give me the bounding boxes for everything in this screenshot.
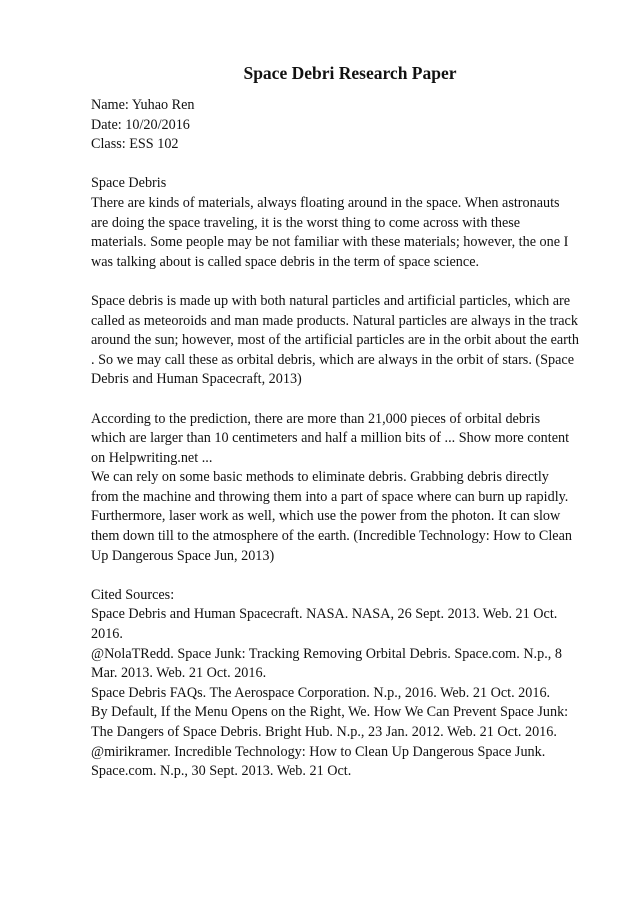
class-line: Class: ESS 102 [91,136,179,153]
citation-line: Space Debris FAQs. The Aerospace Corporation. N.p., 2016. Web. 21 Oct. 2016. [91,684,551,701]
document-body [91,60,601,801]
paragraph-line: from the machine and throwing them into a part of space where can burn up rapidly. [91,488,569,505]
paragraph-line: Furthermore, laser work as well, which use the power from the photon. It can slow [91,508,561,525]
paragraph-line: are doing the space traveling, it is the worst thing to come across with these [91,214,521,231]
paragraph-intro [91,174,601,272]
paragraph-line: them down till to the atmosphere of the earth. (Incredible Technology: How to Clean [91,528,572,545]
paragraph-line: We can rely on some basic methods to eliminate debris. Grabbing debris directly [91,469,549,486]
cited-sources [91,586,601,782]
citation-line: @NolaTRedd. Space Junk: Tracking Removing Orbital Debris. Space.com. N.p., 8 [91,645,562,662]
paragraph-composition [91,292,601,390]
citation-line: @mirikramer. Incredible Technology: How to Clean Up Dangerous Space Junk. [91,743,546,760]
paragraph-line: There are kinds of materials, always floating around in the space. When astronauts [91,194,560,211]
citation-line: Space Debris and Human Spacecraft. NASA. NASA, 26 Sept. 2013. Web. 21 Oct. [91,606,558,623]
cited-sources-heading: Cited Sources: [91,586,175,603]
paragraph-line: . So we may call these as orbital debris, which are always in the orbit of stars. (Space [91,351,575,368]
show-more-line: on Helpwriting.net ... [91,449,213,466]
paragraph-line: called as meteoroids and man made products. Natural particles are always in the track [91,312,578,329]
date-line: Date: 10/20/2016 [91,116,190,133]
section-heading: Space Debris [91,175,167,192]
citation-line: Space.com. N.p., 30 Sept. 2013. Web. 21 Oct. [91,763,352,780]
paragraph-line: Debris and Human Spacecraft, 2013) [91,371,302,388]
header-block [91,96,601,155]
document-title: Space Debri Research Paper [243,63,457,83]
paragraph-line: which are larger than 10 centimeters and half a million bits of ... Show more content [91,430,570,447]
paragraph-methods [91,410,601,567]
paragraph-line: materials. Some people may be not familiar with these materials; however, the one I [91,234,569,251]
paragraph-line: According to the prediction, there are more than 21,000 pieces of orbital debris [91,410,541,427]
paragraph-line: Space debris is made up with both natural particles and artificial particles, which are [91,292,571,309]
citation-line: The Dangers of Space Debris. Bright Hub. N.p., 23 Jan. 2012. Web. 21 Oct. 2016. [91,724,557,740]
author-name-line: Name: Yuhao Ren [91,97,195,113]
citation-line: By Default, If the Menu Opens on the Right, We. How We Can Prevent Space Junk: [91,704,569,721]
paragraph-line: Up Dangerous Space Jun, 2013) [91,547,275,564]
paragraph-line: around the sun; however, most of the artificial particles are in the orbit about the earth [91,332,579,349]
citation-line: 2016. [91,626,123,643]
paragraph-line: was talking about is called space debris in the term of space science. [91,253,480,270]
citation-line: Mar. 2013. Web. 21 Oct. 2016. [91,665,267,682]
